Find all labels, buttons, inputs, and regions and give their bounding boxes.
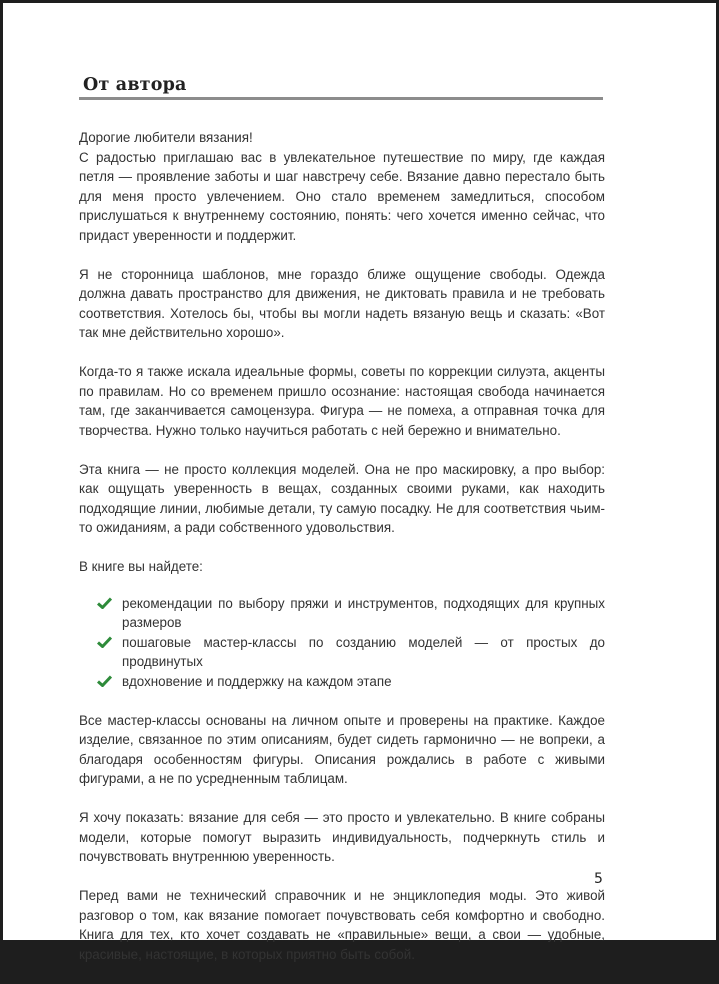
checklist-item-text: вдохновение и поддержку на каждом этапе [122, 673, 392, 689]
page-number: 5 [594, 871, 603, 887]
book-page [3, 3, 716, 962]
paragraph-master-classes: Все мастер-классы основаны на личном опыте и проверены на практике. Каждое изделие, связанное по этим описаниям, будет сидеть гармонично — не вопреки, а благодаря особенностям фигуры. Описания рождались в работе с живыми фигурами, а не по усредненным таблицам. [79, 712, 605, 786]
check-icon [97, 597, 112, 609]
paragraph-intro: С радостью приглашаю вас в увлекательное путешествие по миру, где каждая петля — проявление заботы и шаг навстречу себе. Вязание давно перестало быть для меня просто увлечением. Оно стало временем замедлиться, способом прислушаться к внутреннему состоянию, понять: чего хочется именно сейчас, что придаст уверенности и поддержит. [79, 149, 605, 243]
checklist-item [79, 633, 605, 672]
page-title: От автора [83, 75, 187, 95]
paragraph-ideal-forms: Когда-то я также искала идеальные формы, советы по коррекции силуэта, акценты по правилам. Но со временем пришло осознание: настоящая свобода начинается там, где заканчивается самоцензура. Фигура — не помеха, а отправная точка для творчества. Нужно только научиться работать с ней бережно и внимательно. [79, 364, 605, 438]
heading-divider [79, 97, 603, 100]
paragraph-list-intro: В книге вы найдете: [79, 559, 203, 574]
paragraph-show: Я хочу показать: вязание для себя — это просто и увлекательно. В книге собраны модели, которые помогут выразить индивидуальность, подчеркнуть стиль и почувствовать внутреннюю уверенность. [79, 810, 605, 864]
check-icon [97, 636, 112, 648]
paragraph-conversation: Перед вами не технический справочник и не энциклопедия моды. Это живой разговор о том, как вязание помогает почувствовать себя комфортно и свободно. Книга для тех, кто хочет создавать не «правильные» вещи, а свои — удобные, красивые, настоящие, в которых приятно быть собой. [79, 888, 605, 962]
greeting-line: Дорогие любители вязания! [79, 130, 253, 145]
page-body [79, 128, 605, 984]
paragraph-freedom: Я не сторонница шаблонов, мне гораздо ближе ощущение свободы. Одежда должна давать пространство для движения, не диктовать правила и не требовать соответствия. Хотелось бы, чтобы вы могли надеть вязаную вещь и сказать: «Вот так мне действительно хорошо». [79, 266, 605, 340]
checklist-item-text: пошаговые мастер-классы по созданию моделей — от простых до продвинутых [122, 634, 605, 669]
features-checklist [79, 594, 605, 692]
checklist-item [79, 672, 605, 692]
checklist-item [79, 594, 605, 633]
checklist-item-text: рекомендации по выбору пряжи и инструментов, подходящих для крупных размеров [122, 595, 605, 630]
check-icon [97, 675, 112, 687]
paragraph-about-book: Эта книга — не просто коллекция моделей. Она не про маскировку, а про выбор: как ощущать уверенность в вещах, созданных своими руками, как находить подходящие линии, любимые детали, ту самую посадку. Не для соответствия чьим-то ожиданиям, а ради собственного удовольствия. [79, 461, 605, 535]
